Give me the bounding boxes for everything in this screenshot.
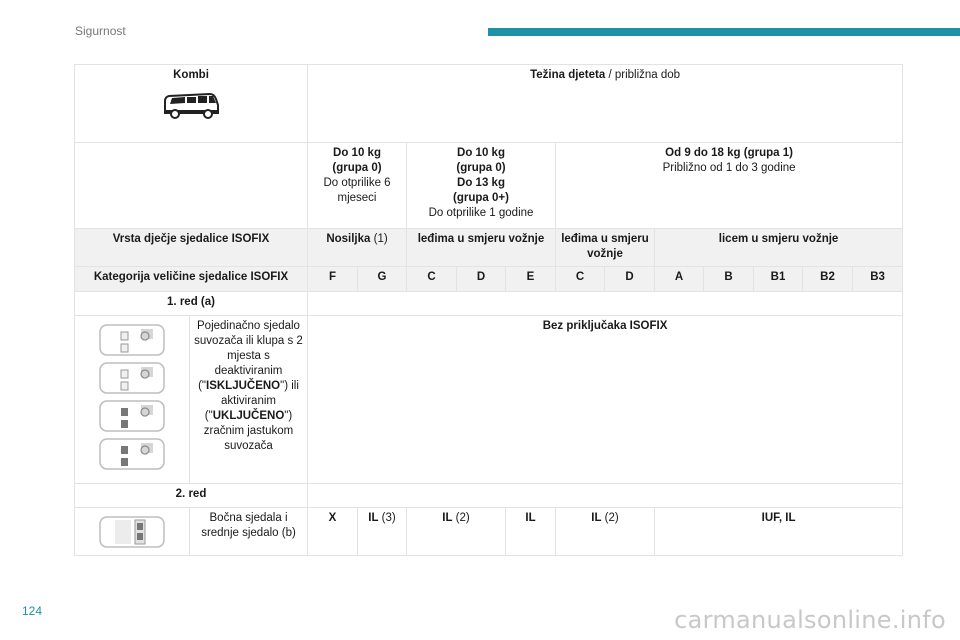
row2-seat-description: Bočna sjedala i srednje sjedalo (b) bbox=[190, 508, 308, 556]
group-0-weight: Do 10 kg bbox=[333, 147, 381, 159]
row2-seats bbox=[75, 508, 903, 556]
type-row bbox=[75, 229, 903, 267]
row1-desc-part3: zračnim jastukom suvozača bbox=[203, 425, 294, 452]
category-code: A bbox=[655, 267, 704, 292]
row1-value: Bez priključaka ISOFIX bbox=[308, 316, 903, 484]
category-code: F bbox=[308, 267, 358, 292]
category-code: B3 bbox=[853, 267, 903, 292]
group-1-weight-2: Do 13 kg bbox=[457, 177, 505, 189]
row1-seats bbox=[75, 316, 903, 484]
row1-desc-part2: ili aktiviranim bbox=[221, 380, 299, 407]
front-seat-1-icon bbox=[97, 323, 167, 473]
group-1-age: Do otprilike 1 godine bbox=[428, 207, 534, 219]
row2-heading-blank bbox=[308, 484, 903, 508]
group-1-weight: Do 10 kg bbox=[457, 147, 505, 159]
group-1-group: (grupa 0) bbox=[456, 162, 506, 174]
row1-icons-cell bbox=[75, 316, 190, 484]
row2-value-main: IL bbox=[442, 512, 453, 524]
type-row-label: Vrsta dječje sjedalice ISOFIX bbox=[75, 229, 308, 267]
row2-value-note: (2) bbox=[601, 512, 619, 524]
row1-label: 1. red (a) bbox=[75, 292, 308, 316]
group-0-group: (grupa 0) bbox=[332, 162, 382, 174]
weight-heading-cell bbox=[308, 65, 903, 143]
group-1-group-2: (grupa 0+) bbox=[453, 192, 509, 204]
watermark: carmanualsonline.info bbox=[674, 606, 946, 634]
row2-value-main: IL bbox=[525, 512, 536, 524]
row2-icon-cell bbox=[75, 508, 190, 556]
row2-value-main: IUF, IL bbox=[761, 512, 796, 524]
table-header-row bbox=[75, 65, 903, 143]
group-2-weight: Od 9 do 18 kg (grupa 1) bbox=[665, 147, 793, 159]
row1-heading bbox=[75, 292, 903, 316]
category-code: D bbox=[457, 267, 506, 292]
row2-label: 2. red bbox=[75, 484, 308, 508]
type-ledjima-2: leđima u smjeru vožnje bbox=[556, 229, 655, 267]
row2-value bbox=[407, 508, 506, 556]
group-0-age: Do otprilike 6 mjeseci bbox=[323, 177, 391, 204]
second-row-seat-icon bbox=[97, 515, 167, 549]
row2-value-main: IL bbox=[591, 512, 602, 524]
vehicle-cell bbox=[75, 65, 308, 143]
category-row bbox=[75, 267, 903, 292]
header-accent-bar bbox=[488, 28, 960, 36]
group-row bbox=[75, 143, 903, 229]
row2-value-main: X bbox=[328, 512, 337, 524]
category-code: D bbox=[605, 267, 655, 292]
group-2-age: Približno od 1 do 3 godine bbox=[662, 162, 796, 174]
type-ledjima-1: leđima u smjeru vožnje bbox=[407, 229, 556, 267]
row1-off-close: ") bbox=[280, 380, 289, 392]
category-code: G bbox=[358, 267, 407, 292]
row1-on-open: (" bbox=[204, 410, 213, 422]
row2-heading bbox=[75, 484, 903, 508]
category-code: C bbox=[556, 267, 605, 292]
category-code: B1 bbox=[754, 267, 803, 292]
type-nosiljka-note: (1) bbox=[370, 233, 388, 245]
type-nosiljka-label: Nosiljka bbox=[326, 233, 371, 245]
type-licem: licem u smjeru vožnje bbox=[655, 229, 903, 267]
category-code: C bbox=[407, 267, 457, 292]
vehicle-label: Kombi bbox=[173, 69, 209, 81]
group-blank-cell bbox=[75, 143, 308, 229]
group-cell-2 bbox=[556, 143, 903, 229]
isofix-table bbox=[74, 64, 903, 556]
weight-heading-rest: / približna dob bbox=[605, 69, 681, 81]
category-code: E bbox=[506, 267, 556, 292]
weight-heading-bold: Težina djeteta bbox=[530, 69, 606, 81]
page-number: 124 bbox=[22, 604, 43, 618]
row1-off-open: (" bbox=[198, 380, 206, 392]
category-code: B2 bbox=[803, 267, 853, 292]
group-cell-0 bbox=[308, 143, 407, 229]
type-nosiljka bbox=[308, 229, 407, 267]
row1-off-label: ISKLJUČENO bbox=[206, 380, 281, 392]
row1-on-label: UKLJUČENO bbox=[212, 410, 285, 422]
row2-value bbox=[506, 508, 556, 556]
row2-value bbox=[358, 508, 407, 556]
van-icon bbox=[162, 91, 220, 119]
row2-value-main: IL bbox=[368, 512, 379, 524]
row1-seat-description bbox=[190, 316, 308, 484]
row1-heading-blank bbox=[308, 292, 903, 316]
section-title: Sigurnost bbox=[75, 24, 126, 38]
row1-on-close: ") bbox=[284, 410, 293, 422]
row1-desc-part1: Pojedinačno sjedalo suvozača ili klupa s 2 mjesta s deaktiviranim bbox=[194, 320, 303, 377]
row2-value bbox=[655, 508, 903, 556]
category-code: B bbox=[704, 267, 754, 292]
row2-value-note: (3) bbox=[378, 512, 396, 524]
row2-value bbox=[556, 508, 655, 556]
row2-value bbox=[308, 508, 358, 556]
row2-value-note: (2) bbox=[452, 512, 470, 524]
category-row-label: Kategorija veličine sjedalice ISOFIX bbox=[75, 267, 308, 292]
group-cell-1 bbox=[407, 143, 556, 229]
